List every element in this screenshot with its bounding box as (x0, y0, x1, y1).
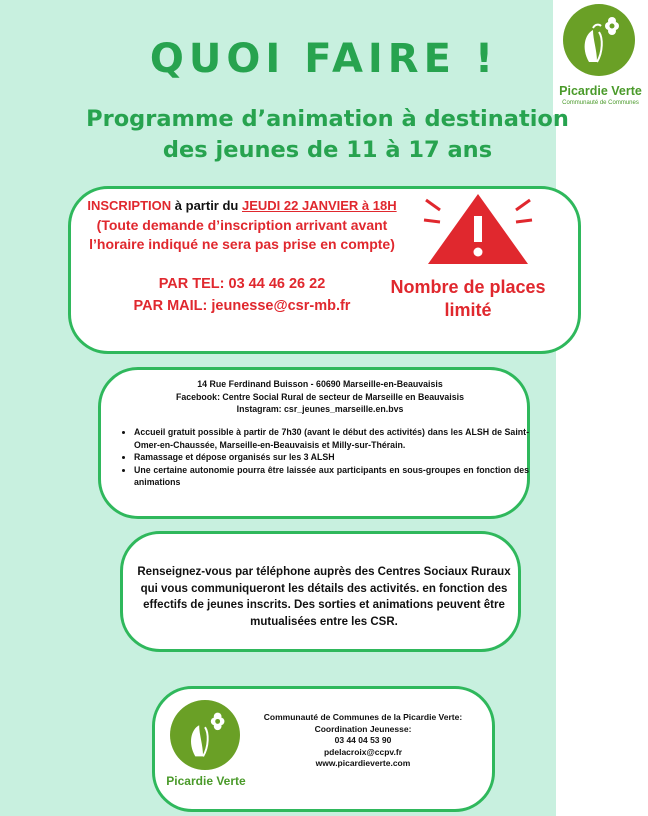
bullet-item: • Ramassage et dépose organisés sur les 3 ALSH (134, 451, 529, 464)
inscription-line (72, 196, 412, 216)
warning-icon (420, 186, 540, 272)
inscription-date: JEUDI 22 JANVIER à 18H (242, 198, 397, 213)
contact-email: PAR MAIL: jeunesse@csr-mb.fr (133, 298, 351, 314)
bullet-item: • Accueil gratuit possible à partir de 7h30 (avant le début des activités) dans les ALSH de Saint-Omer-en-Chaussée, Marseille-en-Beauvaisis et Milly-sur-Thérain. (134, 426, 529, 451)
subtitle-line-1: Programme d’animation à destination (86, 106, 569, 132)
address-instagram: Instagram: csr_jeunes_marseille.en.bvs (236, 404, 404, 414)
page-title: QUOI FAIRE ! (149, 36, 499, 82)
bullet-item: • Une certaine autonomie pourra être laissée aux participants en sous-groupes en fonction des animations (134, 464, 529, 489)
footer-org: Communauté de Communes de la Picardie Verte: (263, 712, 463, 722)
address-block (130, 378, 510, 416)
subtitle-line-2: des jeunes de 11 à 17 ans (162, 137, 493, 163)
address-facebook: Facebook: Centre Social Rural de secteur de Marseille en Beauvaisis (176, 391, 464, 402)
contact-phone: PAR TEL: 03 44 46 26 22 (158, 276, 326, 292)
footer-web: www.picardieverte.com (315, 758, 411, 768)
footer-phone: 03 44 04 53 90 (334, 735, 392, 745)
footer-logo-circle (170, 700, 240, 770)
logo-brand-name: Picardie Verte (559, 84, 642, 98)
places-limited-text: Nombre de places limité (390, 277, 546, 320)
footer-email: pdelacroix@ccpv.fr (323, 746, 403, 757)
info-bullets (120, 426, 529, 489)
address-street: 14 Rue Ferdinand Buisson - 60690 Marseille-en-Beauvaisis (197, 379, 443, 389)
inscription-label: INSCRIPTION (87, 198, 172, 213)
inscription-notice: (Toute demande d’inscription arrivant avant l’horaire indiqué ne sera pas prise en compte) (89, 217, 395, 252)
info-text: Renseignez-vous par téléphone auprès des Centres Sociaux Ruraux qui vous communiqueront les détails des activités. en fonction des effectifs de jeunes inscrits. Des sorties et animations peuvent être mutualisées entre les CSR. (137, 566, 511, 628)
footer-contact (244, 712, 482, 770)
footer-brand-name: Picardie Verte (166, 774, 246, 788)
inscription-from: à partir du (174, 198, 239, 213)
footer-dept: Coordination Jeunesse: (314, 723, 412, 734)
footer-flower-icon (170, 700, 240, 770)
subtitle (40, 104, 615, 166)
logo-tagline: Communauté de Communes (562, 100, 639, 106)
